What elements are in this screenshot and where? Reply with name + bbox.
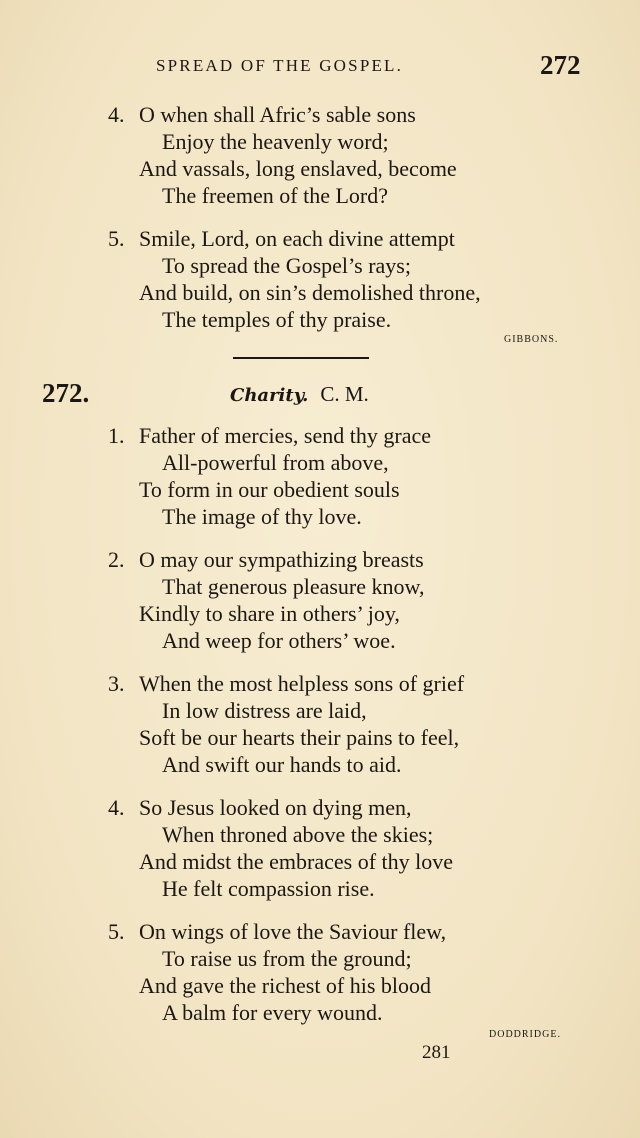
stanza-line: And swift our hands to aid. — [162, 752, 402, 777]
hymn-meter: C. M. — [320, 382, 369, 406]
stanza-line: And vassals, long enslaved, become — [139, 156, 457, 181]
stanza-line: To spread the Gospel’s rays; — [162, 253, 411, 278]
hymn-title: Charity. — [230, 385, 309, 406]
stanza-line: The image of thy love. — [162, 504, 362, 529]
hymn-heading — [230, 382, 369, 407]
stanza-line: When the most helpless sons of grief — [139, 671, 465, 696]
stanza-line: And midst the embraces of thy love — [139, 849, 454, 874]
running-head: SPREAD OF THE GOSPEL. — [156, 56, 404, 75]
stanza-line: Kindly to share in others’ joy, — [139, 601, 400, 626]
stanza-line: Enjoy the heavenly word; — [162, 129, 389, 154]
running-page-number: 272 — [540, 50, 581, 80]
stanza-line: He felt compassion rise. — [162, 876, 375, 901]
stanza-line: Father of mercies, send thy grace — [139, 423, 431, 448]
stanza-line: O when shall Afric’s sable sons — [139, 102, 416, 127]
stanza-line: On wings of love the Saviour flew, — [139, 919, 447, 944]
stanza-line: And build, on sin’s demolished throne, — [139, 280, 481, 305]
stanza-number: 4. — [108, 102, 125, 127]
stanza-line: And gave the richest of his blood — [139, 973, 432, 998]
stanza-line: The temples of thy praise. — [162, 307, 392, 332]
stanza-line: That generous pleasure know, — [162, 574, 425, 599]
stanza-line: O may our sympathizing breasts — [139, 547, 424, 572]
stanza-number: 3. — [108, 671, 125, 696]
stanza-number: 5. — [108, 919, 125, 944]
stanza-line: All-powerful from above, — [162, 450, 389, 475]
prev-hymn-author: GIBBONS. — [504, 334, 559, 345]
stanza-number: 2. — [108, 547, 125, 572]
stanza-line: The freemen of the Lord? — [162, 183, 388, 208]
stanza-number: 5. — [108, 226, 125, 251]
stanza-line: And weep for others’ woe. — [162, 628, 396, 653]
hymn-number: 272. — [42, 378, 90, 408]
stanza-line: When throned above the skies; — [162, 822, 434, 847]
stanza-number: 1. — [108, 423, 125, 448]
folio: 281 — [422, 1042, 451, 1063]
stanza-line: To raise us from the ground; — [162, 946, 412, 971]
divider-rule — [233, 357, 369, 359]
stanza-line: So Jesus looked on dying men, — [139, 795, 412, 820]
hymn-author: DODDRIDGE. — [489, 1029, 561, 1040]
stanza-line: Soft be our hearts their pains to feel, — [139, 725, 460, 750]
stanza-line: Smile, Lord, on each divine attempt — [139, 226, 455, 251]
stanza-line: To form in our obedient souls — [139, 477, 400, 502]
stanza-line: In low distress are laid, — [162, 698, 367, 723]
stanza-number: 4. — [108, 795, 125, 820]
stanza-line: A balm for every wound. — [162, 1000, 383, 1025]
